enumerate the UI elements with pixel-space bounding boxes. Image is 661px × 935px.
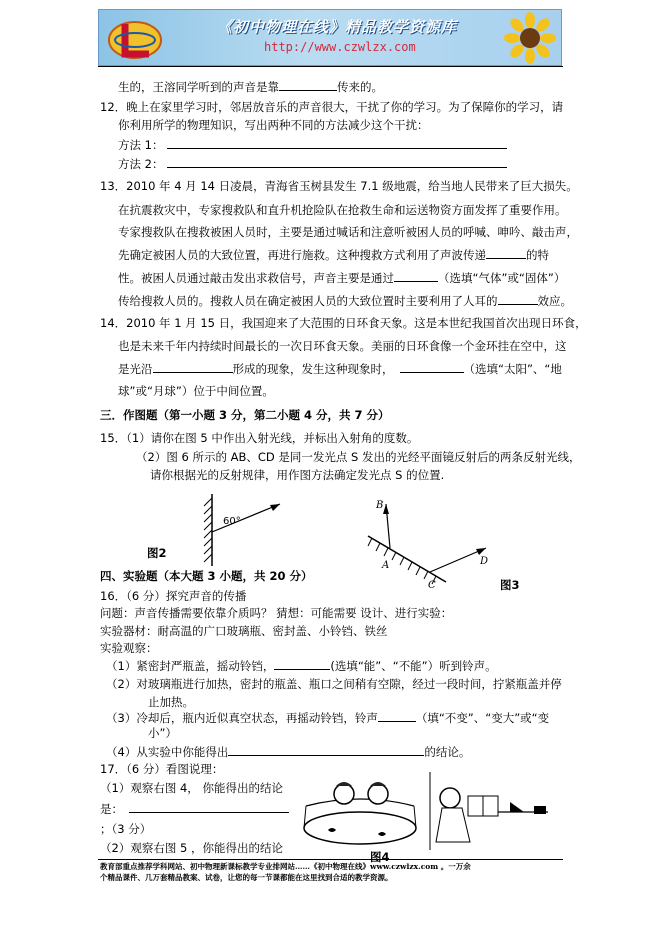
answer-blank	[167, 137, 507, 149]
figure-4-label: 图4	[370, 850, 390, 864]
text: 传来的。	[337, 80, 383, 94]
text: 效应。	[537, 294, 572, 308]
figure-2	[190, 492, 290, 568]
q14-line-1: 14．2010 年 1 月 15 日，我国迎来了大范围的日环食天象。这是本世纪我国首次出现日环食，	[100, 316, 587, 330]
banner-url[interactable]: http://www.czwlzx.com	[264, 40, 416, 54]
answer-blank	[394, 270, 438, 282]
text: （3）冷却后，瓶内近似真空状态，再摇动铃铛，铃声	[106, 711, 378, 725]
q16-line-9: 小”）	[148, 726, 177, 740]
answer-blank	[274, 658, 330, 670]
figure-4-illustration	[298, 772, 562, 850]
person-head-icon	[440, 788, 460, 808]
q17-line-4: ；（3 分）	[100, 822, 152, 836]
q16-line-7: 止加热。	[148, 695, 194, 709]
text: （选填“太阳”、“地	[463, 362, 562, 376]
footer-line-1: 教育部重点推荐学科网站、初中物理新课标教学专业排网站……《初中物理在线》www.czwlzx.com 。一万余	[100, 862, 471, 871]
text: 先确定被困人员的大致位置，再进行施救。这种搜救方式利用了声波传递	[118, 248, 486, 262]
header-banner	[98, 9, 562, 66]
q15-line-1: 15．（1）请你在图 5 中作出入射光线，并标出入射角的度数。	[100, 431, 419, 445]
q13-line-2: 在抗震救灾中，专家搜救队和直升机抢险队在抢救生命和运送物资方面发挥了重要作用。	[118, 203, 567, 217]
q14-line-3	[118, 361, 562, 377]
logo-icon	[105, 14, 165, 62]
answer-blank	[129, 801, 289, 813]
section-3-heading: 三．作图题（第一小题 3 分，第二小题 4 分，共 7 分）	[100, 408, 390, 422]
q13-line-6	[118, 293, 572, 309]
text: 的特	[526, 248, 549, 262]
q16-line-6: （2）对玻璃瓶进行加热，密封的瓶盖、瓶口之间稍有空隙，经过一段时间，拧紧瓶盖并停	[106, 677, 562, 691]
q16-line-5	[106, 658, 497, 674]
answer-blank	[486, 247, 526, 259]
continuation-line	[118, 79, 383, 95]
child-head-icon	[368, 784, 388, 804]
text: 方法 2：	[118, 157, 164, 171]
q17-line-2: （1）观察右图 4， 你能得出的结论	[100, 781, 283, 795]
child-head-icon	[334, 784, 354, 804]
q14-line-4: 球”或“月球”）位于中间位置。	[118, 384, 274, 398]
point-a-label: A	[382, 560, 390, 571]
text: （1）紧密封严瓶盖，摇动铃铛，	[106, 659, 275, 673]
q13-line-4	[118, 247, 549, 263]
point-b-label: B	[376, 500, 384, 511]
q15-line-2: （2）图 6 所示的 AB、CD 是同一发光点 S 发出的光经平面镜反射后的两条反射光线，	[136, 450, 581, 464]
banner-title: 《初中物理在线》精品教学资源库	[217, 18, 458, 36]
footer-line-2: 个精品课件、几万套精品教案、试卷，让您的每一节课都能在这里找到合适的教学资源。	[100, 873, 393, 882]
point-d-label: D	[480, 556, 489, 567]
figure-3	[362, 490, 532, 590]
method-1	[118, 137, 507, 153]
text: （选填“气体”或“固体”）	[438, 271, 566, 285]
q16-line-4: 实验观察：	[100, 641, 158, 655]
text: （填“不变”、“变大”或“变	[415, 711, 550, 725]
text: 方法 1：	[118, 138, 164, 152]
q17-line-1: 17．（6 分）看图说理：	[100, 762, 224, 776]
answer-blank	[228, 744, 424, 756]
answer-blank	[167, 156, 507, 168]
q17-line-5: （2）观察右图 5 ，你能得出的结论	[100, 841, 283, 855]
figure-2-label: 图2	[147, 546, 167, 560]
figure-3-label: 图3	[500, 578, 520, 592]
point-c-label: C	[428, 580, 436, 590]
q13-line-3: 专家搜救队在搜救被困人员时，主要是通过喊话和注意听被困人员的呼喊、呻吟、敲击声，	[118, 225, 578, 239]
q12-line-1: 12．晚上在家里学习时，邻居放音乐的声音很大，干扰了你的学习。为了保障你的学习，请	[100, 100, 564, 114]
q13-line-1: 13．2010 年 4 月 14 日凌晨，青海省玉树县发生 7.1 级地震，给当地人民带来了巨大损失。	[100, 179, 578, 193]
q14-line-2: 也是未来千年内持续时间最长的一次日环食天象。美丽的日环食像一个金环挂在空中，这	[118, 339, 567, 353]
answer-blank	[400, 361, 464, 373]
q16-line-10	[106, 744, 470, 760]
q16-line-8	[106, 710, 549, 726]
q13-line-5	[118, 270, 565, 286]
sunflower-icon	[503, 12, 557, 64]
answer-blank	[378, 710, 416, 722]
text: (选填“能”、“不能”）听到铃声。	[330, 659, 497, 673]
angle-label: 60°	[223, 516, 241, 527]
text: 的结论。	[424, 745, 471, 759]
q17-line-3	[100, 801, 289, 817]
answer-blank	[498, 293, 538, 305]
q12-line-2: 你利用所学的物理知识，写出两种不同的方法减少这个干扰：	[118, 118, 429, 132]
footer-rule	[98, 859, 563, 860]
q15-line-3: 请你根据光的反射规律，用作图方法确定发光点 S 的位置.	[150, 468, 445, 482]
section-4-heading: 四、实验题（本大题 3 小题，共 20 分）	[100, 569, 313, 583]
text: 生的，王溶同学听到的声音是靠	[118, 80, 279, 94]
q16-line-1: 16．（6 分）探究声音的传播	[100, 589, 247, 603]
text: 是：	[100, 802, 123, 816]
answer-blank	[153, 361, 233, 373]
q16-line-3: 实验器材：耐高温的广口玻璃瓶、密封盖、小铃铛、铁丝	[100, 624, 388, 638]
answer-blank	[279, 79, 337, 91]
header-rule	[98, 66, 563, 67]
method-2	[118, 156, 507, 172]
text: （4）从实验中你能得出	[106, 745, 229, 759]
text: 形成的现象，发生这种现象时，	[232, 362, 394, 376]
text: 是光沿	[118, 362, 153, 376]
q16-line-2: 问题：声音传播需要依靠介质吗？ 猜想：可能需要 设计、进行实验：	[100, 606, 453, 620]
text: 性。被困人员通过敲击发出求救信号，声音主要是通过	[118, 271, 394, 285]
text: 传给搜救人员的。搜救人员在确定被困人员的大致位置时主要利用了人耳的	[118, 294, 498, 308]
